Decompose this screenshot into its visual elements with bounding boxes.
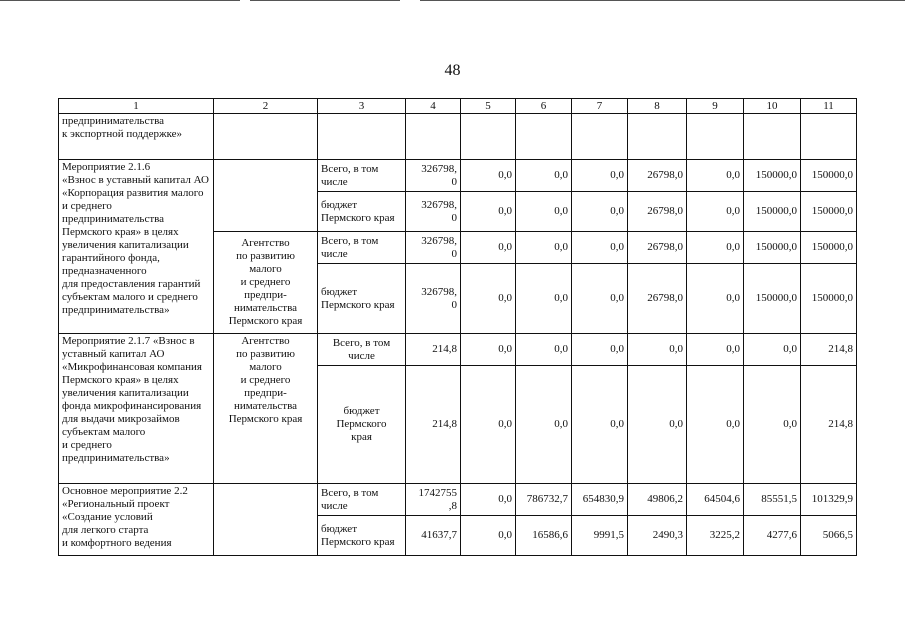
funding-source-cell: Всего, в том числе — [318, 232, 406, 264]
value-cell: 85551,5 — [744, 484, 801, 516]
empty-cell — [572, 114, 628, 160]
value-cell: 326798, 0 — [406, 192, 461, 232]
value-cell: 150000,0 — [801, 264, 857, 334]
value-cell: 26798,0 — [628, 264, 687, 334]
value-cell: 654830,9 — [572, 484, 628, 516]
value-cell: 0,0 — [572, 264, 628, 334]
budget-table — [58, 98, 857, 556]
empty-cell — [628, 114, 687, 160]
value-cell: 64504,6 — [687, 484, 744, 516]
scan-edge-line — [0, 0, 240, 1]
event-name-cell: Основное мероприятие 2.2 «Региональный проект «Создание условий для легкого старта и комфортного ведения — [59, 484, 214, 556]
value-cell: 16586,6 — [516, 516, 572, 556]
header-row — [59, 99, 857, 114]
table-row — [59, 334, 857, 366]
empty-cell — [516, 114, 572, 160]
value-cell: 214,8 — [406, 334, 461, 366]
value-cell: 0,0 — [687, 366, 744, 484]
value-cell: 2490,3 — [628, 516, 687, 556]
value-cell: 0,0 — [516, 192, 572, 232]
empty-cell — [214, 160, 318, 232]
value-cell: 150000,0 — [744, 264, 801, 334]
value-cell: 0,0 — [461, 484, 516, 516]
value-cell: 26798,0 — [628, 232, 687, 264]
column-header: 8 — [628, 99, 687, 114]
column-header: 3 — [318, 99, 406, 114]
value-cell: 0,0 — [461, 160, 516, 192]
empty-cell — [214, 484, 318, 556]
agency-cell: Агентство по развитию малого и среднего предпри- нимательства Пермского края — [214, 232, 318, 334]
value-cell: 0,0 — [687, 160, 744, 192]
funding-source-cell: бюджет Пермского края — [318, 192, 406, 232]
value-cell: 0,0 — [744, 334, 801, 366]
value-cell: 786732,7 — [516, 484, 572, 516]
value-cell: 0,0 — [516, 232, 572, 264]
value-cell: 9991,5 — [572, 516, 628, 556]
funding-source-cell: Всего, в том числе — [318, 160, 406, 192]
value-cell: 3225,2 — [687, 516, 744, 556]
funding-source-cell: Всего, в том числе — [318, 484, 406, 516]
empty-cell — [214, 114, 318, 160]
value-cell: 0,0 — [516, 366, 572, 484]
value-cell: 0,0 — [687, 192, 744, 232]
event-name-cell: предпринимательства к экспортной поддержке» — [59, 114, 214, 160]
column-header: 1 — [59, 99, 214, 114]
value-cell: 49806,2 — [628, 484, 687, 516]
value-cell: 150000,0 — [744, 192, 801, 232]
column-header: 5 — [461, 99, 516, 114]
value-cell: 150000,0 — [744, 232, 801, 264]
value-cell: 0,0 — [628, 366, 687, 484]
value-cell: 0,0 — [744, 366, 801, 484]
value-cell: 41637,7 — [406, 516, 461, 556]
scan-edge-line — [250, 0, 400, 1]
value-cell: 101329,9 — [801, 484, 857, 516]
value-cell: 0,0 — [572, 366, 628, 484]
value-cell: 0,0 — [687, 334, 744, 366]
value-cell: 0,0 — [461, 192, 516, 232]
value-cell: 0,0 — [572, 232, 628, 264]
page-number: 48 — [444, 62, 461, 79]
value-cell: 214,8 — [801, 334, 857, 366]
table-row — [59, 160, 857, 192]
table-row — [59, 484, 857, 516]
value-cell: 326798, 0 — [406, 160, 461, 192]
value-cell: 4277,6 — [744, 516, 801, 556]
value-cell: 150000,0 — [801, 160, 857, 192]
value-cell: 26798,0 — [628, 192, 687, 232]
value-cell: 214,8 — [406, 366, 461, 484]
value-cell: 0,0 — [628, 334, 687, 366]
column-header: 10 — [744, 99, 801, 114]
event-name-cell: Мероприятие 2.1.7 «Взнос в уставный капитал АО «Микрофинансовая компания Пермского края» в целях увеличения капитализации фонда микрофинансирования для выдачи микрозаймов субъектам малого и среднего предпринимательства» — [59, 334, 214, 484]
value-cell: 0,0 — [461, 232, 516, 264]
funding-source-cell: Всего, в том числе — [318, 334, 406, 366]
scan-top-edge — [0, 0, 905, 3]
empty-cell — [461, 114, 516, 160]
value-cell: 0,0 — [687, 264, 744, 334]
event-name-cell: Мероприятие 2.1.6 «Взнос в уставный капитал АО «Корпорация развития малого и среднего предпринимательства Пермского края» в целях увеличения капитализации гарантийного фонда, предназначенного для предоставления гарантий субъектам малого и среднего предпринимательства» — [59, 160, 214, 334]
value-cell: 214,8 — [801, 366, 857, 484]
value-cell: 5066,5 — [801, 516, 857, 556]
value-cell: 26798,0 — [628, 160, 687, 192]
value-cell: 0,0 — [572, 334, 628, 366]
value-cell: 150000,0 — [801, 232, 857, 264]
column-header: 2 — [214, 99, 318, 114]
funding-source-cell: бюджет Пермского края — [318, 516, 406, 556]
value-cell: 326798, 0 — [406, 232, 461, 264]
scan-edge-line — [420, 0, 905, 1]
empty-cell — [406, 114, 461, 160]
column-header: 9 — [687, 99, 744, 114]
value-cell: 150000,0 — [801, 192, 857, 232]
column-header: 6 — [516, 99, 572, 114]
empty-cell — [318, 114, 406, 160]
value-cell: 0,0 — [461, 334, 516, 366]
value-cell: 0,0 — [516, 334, 572, 366]
agency-cell: Агентство по развитию малого и среднего предпри- нимательства Пермского края — [214, 334, 318, 484]
value-cell: 326798, 0 — [406, 264, 461, 334]
value-cell: 0,0 — [461, 366, 516, 484]
value-cell: 0,0 — [461, 264, 516, 334]
column-header: 7 — [572, 99, 628, 114]
column-header: 11 — [801, 99, 857, 114]
funding-source-cell: бюджет Пермского края — [318, 366, 406, 484]
empty-cell — [744, 114, 801, 160]
funding-source-cell: бюджет Пермского края — [318, 264, 406, 334]
value-cell: 0,0 — [687, 232, 744, 264]
value-cell: 150000,0 — [744, 160, 801, 192]
value-cell: 0,0 — [572, 160, 628, 192]
column-header: 4 — [406, 99, 461, 114]
value-cell: 0,0 — [516, 160, 572, 192]
empty-cell — [801, 114, 857, 160]
table-row — [59, 114, 857, 160]
value-cell: 0,0 — [461, 516, 516, 556]
value-cell: 0,0 — [516, 264, 572, 334]
value-cell: 1742755 ,8 — [406, 484, 461, 516]
empty-cell — [687, 114, 744, 160]
value-cell: 0,0 — [572, 192, 628, 232]
